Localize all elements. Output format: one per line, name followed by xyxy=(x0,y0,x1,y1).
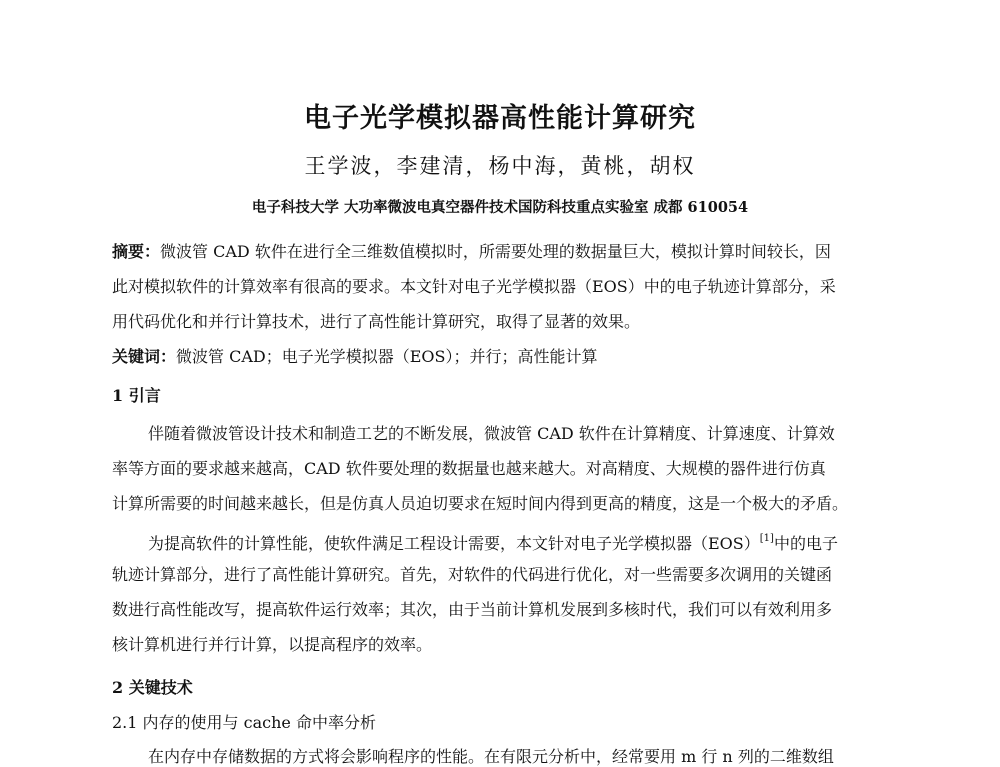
keywords-text: 微波管 CAD；电子光学模拟器（EOS）；并行；高性能计算 xyxy=(176,347,598,366)
section-2-1-para-1-line-1: 在内存中存储数据的方式将会影响程序的性能。在有限元分析中，经常要用 m 行 n 列的二维数组 xyxy=(148,747,834,766)
abstract-line-3: 用代码优化和并行计算技术，进行了高性能计算研究，取得了显著的效果。 xyxy=(112,312,641,331)
section-1-para-2-line-3: 数进行高性能改写，提高软件运行效率；其次，由于当前计算机发展到多核时代，我们可以有效利用多 xyxy=(112,600,833,619)
section-2-heading: 2 关键技术 xyxy=(112,678,193,697)
paper-affiliation: 电子科技大学 大功率微波电真空器件技术国防科技重点实验室 成都 610054 xyxy=(251,199,749,216)
section-1-para-2-line-1 xyxy=(148,529,912,554)
section-1-heading: 1 引言 xyxy=(112,386,161,405)
abstract-line-2: 此对模拟软件的计算效率有很高的要求。本文针对电子光学模拟器（EOS）中的电子轨迹计算部分，采 xyxy=(112,277,836,296)
section-2-1-heading: 2.1 内存的使用与 cache 命中率分析 xyxy=(112,713,376,732)
section-1-para-2-line-4: 核计算机进行并行计算，以提高程序的效率。 xyxy=(112,635,433,654)
para-2-text-b: 中的电子 xyxy=(773,534,838,553)
keywords-label: 关键词： xyxy=(112,347,177,366)
para-2-text-a: 为提高软件的计算性能，使软件满足工程设计需要，本文针对电子光学模拟器（EOS） xyxy=(148,534,760,553)
abstract-text-1: 微波管 CAD 软件在进行全三维数值模拟时，所需要处理的数据量巨大，模拟计算时间较长，因 xyxy=(160,242,831,261)
section-1-para-1-line-2: 率等方面的要求越来越高，CAD 软件要处理的数据量也越来越大。对高精度、大规模的器件进行仿真 xyxy=(112,459,826,478)
keywords-line xyxy=(112,347,912,367)
abstract-label: 摘要： xyxy=(112,242,161,261)
section-1-para-2-line-2: 轨迹计算部分，进行了高性能计算研究。首先，对软件的代码进行优化，对一些需要多次调用的关键函 xyxy=(112,565,833,584)
abstract-line-1 xyxy=(112,242,912,262)
section-1-para-1-line-3: 计算所需要的时间越来越长，但是仿真人员迫切要求在短时间内得到更高的精度，这是一个极大的矛盾。 xyxy=(112,494,849,513)
paper-authors: 王学波，李建清，杨中海，黄桃，胡权 xyxy=(304,154,696,178)
paper-title: 电子光学模拟器高性能计算研究 xyxy=(304,103,696,134)
citation-ref: [1] xyxy=(759,533,774,544)
section-1-para-1-line-1: 伴随着微波管设计技术和制造工艺的不断发展，微波管 CAD 软件在计算精度、计算速度、计算效 xyxy=(148,424,835,443)
